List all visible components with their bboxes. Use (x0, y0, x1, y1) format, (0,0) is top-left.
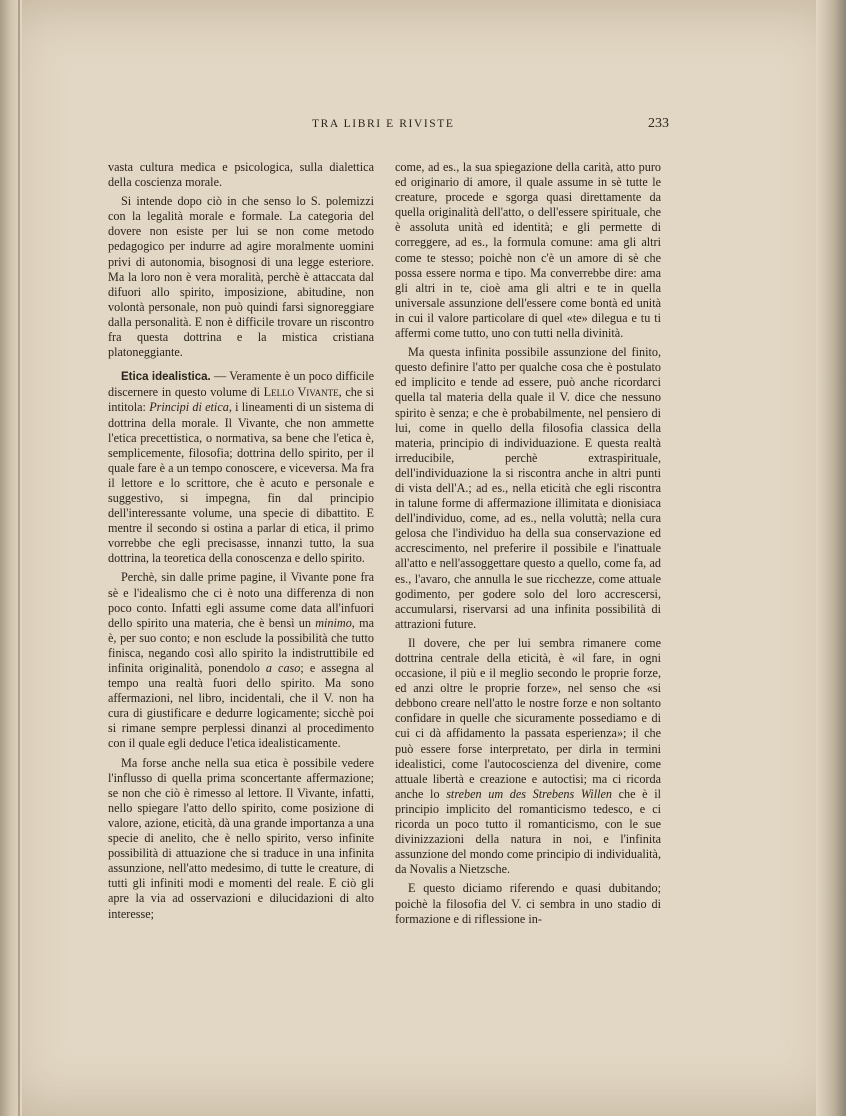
emphasis: a caso (265, 661, 301, 675)
paragraph: come, ad es., la sua spiegazione della carità, atto puro ed originario di amore, il quale assume in sè tutte le creature, procede e sgorga quasi direttamente da quella originalità dell'atto, o dell'essere spirituale, che è assoluta unità ed identità; e gli permette di correggere, ad es., la formula comune: ama gli altri come te stesso; poichè non c'è un amore di sè che possa essere norma e tipo. Ma converrebbe dire: ama gli altri in te, cioè ama gli altri e te in quella universale assunzione dell'essere come bontà ed unità in cui il valore particolare di quel «te» dilegua e tu ti affermi come tutto, uno con tutti nella divinità. (395, 160, 661, 341)
text-run: , che si intitola: (108, 385, 374, 415)
paragraph: vasta cultura medica e psicologica, sulla dialettica della coscienza morale. (108, 160, 374, 190)
paragraph (395, 636, 661, 878)
page-number: 233 (648, 116, 669, 131)
paragraph: Ma forse anche nella sua etica è possibile vedere l'influsso di quella prima sconcertante affermazione; se non che ciò è rimesso al lettore. Il Vivante, infatti, nello spiegare l'atto dello spirito, come posizione di valore, azione, eticità, dà una grande importanza a una specie di anelito, che è nello spirito, verso infinite possibilità di attuazione che si traduce in una infinita assunzione, nell'atto medesimo, di tutte le creature, di tutti gli infiniti modi e momenti del reale. E ciò gli apre la via ad osservazioni e dilucidazioni di alto interesse; (108, 755, 374, 921)
paragraph (108, 570, 374, 751)
running-header (0, 118, 846, 136)
text-run: ; e assegna al tempo una realtà fuori dello spirito. Ma sono affermazioni, nel libro, incidentali, che il V. non ha cura di giustificare e dedurre logicamente; sicchè poi si rimane sempre perplessi dinanzi al procedimento con il quale egli deduce l'etica idealisticamente. (108, 661, 374, 751)
author-name: Lello Vivante (263, 385, 339, 400)
german-quote: streben um des Strebens Willen (446, 786, 612, 801)
page-outer-edge (816, 0, 846, 1116)
text-run: Perchè, sin dalle prime pagine, il Vivante pone fra sè e l'idealismo che ci è noto una differenza di non poco conto. Infatti egli assume come data all'infuori dello spirito una materia, che è bensì un (108, 570, 374, 630)
section-paragraph (108, 369, 374, 566)
text-run: , ma è, per suo conto; e non esclude la possibilità che tutto finisca, negando così allo spirito la indistruttibile ed infinita originalità, ponendolo (108, 615, 375, 675)
paragraph: Ma questa infinita possibile assunzione del finito, questo definire l'atto per qualche cosa che è postulato ed implicito e tende ad essere, può anche ricordarci quella tal materia della quale il V. dice che nessuno spirito è senza; e che è probabilmente, nel pensiero di lui, come in quello della filosofia classica della materia, principio di individuazione. E questa realtà irreducibile, perchè extraspirituale, dell'individuazione la si riscontra anche in altri punti di vista dell'A.; ad es., nella eticità che egli riscontra in talune forme di affermazione illimitata e dionisiaca dell'individuo, come, ad es., nella voluttà; nella cura gelosa che l'individuo ha della sua conservazione ed accrescimento, nel preferire il possibile e l'inattuale all'atto e nell'assoggettare questo a quello, come fa, ad es., l'avaro, che annulla le sue ricchezze, come attuale godimento, per godere solo del loro accrescersi, accumularsi, riservarsi ad una infinita possibilità di attrazioni future. (395, 345, 661, 631)
running-title: TRA LIBRI E RIVISTE (312, 118, 455, 130)
section-title: Etica idealistica. (121, 371, 211, 384)
text-run: , i lineamenti di un sistema di dottrina della morale. Il Vivante, che non ammette l'etica precettistica, o normativa, sa bene che l'etica è, semplicemente, filosofia; dottrina dello spirito, per il quale fare è a un tempo conoscere, e viceversa. Ma fra il lettore e lo scrittore, che è acuto e personale e suggestivo, si impegna, fin dal principio dell'interessante volume, una specie di dibattito. E mentre il secondo si ostina a parlar di etica, il primo vorrebbe che egli precisasse, innanzi tutto, la sua dottrina, la teoretica della conoscenza e dello spirito. (108, 400, 374, 566)
emphasis: minimo (315, 615, 352, 630)
text-column-left (108, 160, 374, 926)
page-fold-line (18, 0, 20, 1116)
text-run: — Veramente è un poco difficile discernere in questo volume di (108, 369, 374, 400)
text-run: che è il principio implicito del romanticismo tedesco, e ci ricorda un poco tutto il romanticismo, con le sue divinizzazioni della natura in noi, e l'infinita assunzione del mondo come principio di individualità, da Novalis a Nietzsche. (395, 786, 661, 877)
paragraph: E questo diciamo riferendo e quasi dubitando; poichè la filosofia del V. ci sembra in uno stadio di formazione e di riflessione in- (395, 881, 661, 926)
paragraph: Si intende dopo ciò in che senso lo S. polemizzi con la legalità morale e formale. La categoria del dovere non esiste per lui se non come metodo pedagogico per indurre ad agire moralmente uomini privi di autonomia, bisognosi di una legge esteriore. Ma la loro non è vera moralità, perchè è attaccata dal difuori allo spirito, imposizione, abitudine, non volontà personale, non può quindi farsi signoreggiare dalla personalità. E non è difficile trovare un riscontro fra questa dottrina e la mistica cristiana platoneggiante. (108, 194, 374, 360)
text-run: Il dovere, che per lui sembra rimanere come dottrina centrale della eticità, è «il fare, in ogni occasione, il più e il meglio secondo le proprie forze, ed anzi oltre le proprie forze», nel senso che «si debbono creare nell'atto le nostre forze e non soltanto confidare in quelle che sicuramente possediamo e di cui ci dà affidamento la passata esperienza»; il che può essere forse interpretato, per dirla in termini idealistici, come l'autocoscienza del divenire, come attuale libertà e creazione e autoctisi; ma ci ricorda anche lo (395, 635, 661, 801)
text-column-right (395, 160, 661, 931)
book-title: Principi di etica (149, 400, 229, 415)
